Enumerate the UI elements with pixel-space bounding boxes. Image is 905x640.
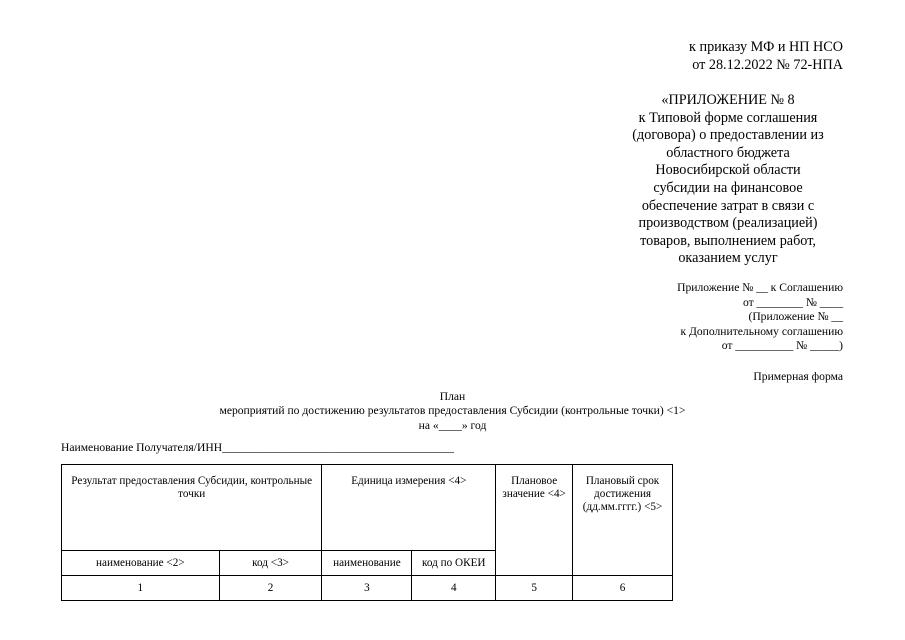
- plan-year-line: на «____» год: [418, 418, 487, 432]
- table-header-row: [62, 465, 673, 551]
- appendix-line: производством (реализацией): [638, 215, 818, 232]
- column-number: 3: [322, 576, 412, 601]
- plan-heading: [0, 390, 905, 433]
- appendix-line: «ПРИЛОЖЕНИЕ № 8: [661, 92, 795, 108]
- subheader-code: код <3>: [219, 551, 322, 576]
- agreement-reference: [583, 281, 843, 354]
- agreement-reference-line: от __________ № _____): [721, 339, 843, 353]
- agreement-reference-line: (Приложение № __: [748, 310, 843, 324]
- appendix-line: обеспечение затрат в связи с: [641, 197, 815, 214]
- plan-subtitle: мероприятий по достижению результатов предоставления Субсидии (контрольные точки) <1>: [219, 404, 686, 418]
- agreement-reference-line: Приложение № __ к Соглашению: [677, 281, 843, 294]
- subheader-okei: код по ОКЕИ: [412, 551, 496, 576]
- column-number: 4: [412, 576, 496, 601]
- header-result: Результат предоставления Субсидии, контрольные точки: [62, 465, 322, 551]
- appendix-line: (договора) о предоставлении из: [632, 127, 824, 144]
- agreement-reference-line: от ________ № ____: [742, 295, 843, 309]
- header-unit: Единица измерения <4>: [322, 465, 496, 551]
- recipient-line: Наименование Получателя/ИНН________________________________________: [61, 441, 454, 454]
- appendix-line: оказанием услуг: [678, 250, 778, 267]
- column-number: 1: [62, 576, 220, 601]
- column-number: 5: [496, 576, 573, 601]
- header-planned-date: Плановый срок достижения (дд.мм.гггг.) <5>: [573, 465, 673, 576]
- results-table: [61, 464, 673, 601]
- plan-title: План: [439, 390, 466, 403]
- table-row: [62, 576, 673, 601]
- appendix-line: товаров, выполнением работ,: [640, 232, 816, 249]
- appendix-heading: [613, 92, 843, 268]
- order-reference-line: от 28.12.2022 № 72-НПА: [692, 56, 843, 73]
- agreement-reference-line: к Дополнительному соглашению: [680, 324, 843, 338]
- order-reference-line: к приказу МФ и НП НСО: [689, 39, 843, 55]
- subheader-unit-name: наименование: [322, 551, 412, 576]
- appendix-line: областного бюджета: [666, 144, 790, 161]
- subheader-name: наименование <2>: [62, 551, 220, 576]
- appendix-line: к Типовой форме соглашения: [638, 109, 818, 126]
- appendix-line: субсидии на финансовое: [653, 179, 803, 196]
- order-reference: [543, 39, 843, 74]
- form-type-label: Примерная форма: [753, 370, 843, 383]
- column-number: 6: [573, 576, 673, 601]
- column-number: 2: [219, 576, 322, 601]
- appendix-line: Новосибирской области: [655, 162, 801, 179]
- header-planned-value: Плановое значение <4>: [496, 465, 573, 576]
